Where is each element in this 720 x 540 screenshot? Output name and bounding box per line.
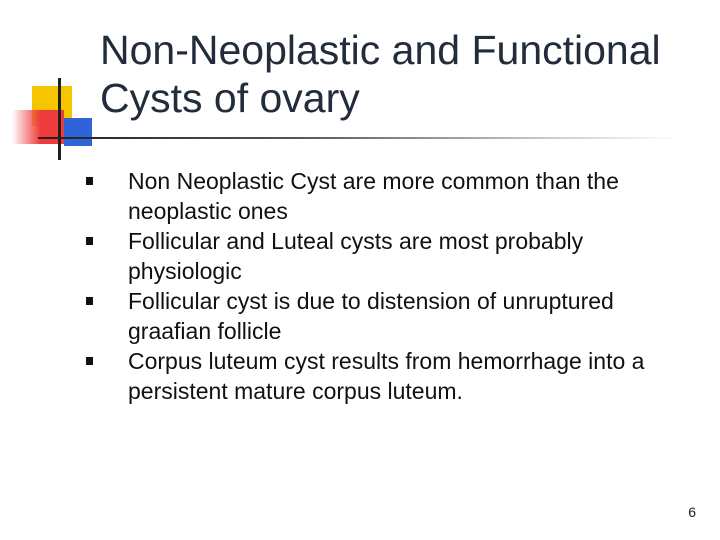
title-underline bbox=[38, 137, 680, 139]
square-bullet-icon bbox=[86, 357, 93, 365]
bullet-item bbox=[86, 166, 696, 226]
bullet-text: Corpus luteum cyst results from hemorrhage into a persistent mature corpus luteum. bbox=[128, 348, 645, 404]
decorative-vertical-line bbox=[58, 78, 61, 160]
square-bullet-icon bbox=[86, 237, 93, 245]
square-bullet-icon bbox=[86, 297, 93, 305]
bullet-list bbox=[86, 166, 696, 406]
bullet-text: Follicular and Luteal cysts are most probably physiologic bbox=[128, 228, 584, 284]
bullet-item bbox=[86, 226, 696, 286]
slide-number: 6 bbox=[688, 504, 696, 520]
bullet-item bbox=[86, 346, 696, 406]
slide-title: Non-Neoplastic and Functional Cysts of ovary bbox=[100, 27, 661, 121]
bullet-text: Non Neoplastic Cyst are more common than the neoplastic ones bbox=[128, 168, 619, 224]
bullet-item bbox=[86, 286, 696, 346]
decorative-blue-square bbox=[64, 118, 92, 146]
square-bullet-icon bbox=[86, 177, 93, 185]
bullet-text: Follicular cyst is due to distension of unruptured graafian follicle bbox=[128, 288, 614, 344]
